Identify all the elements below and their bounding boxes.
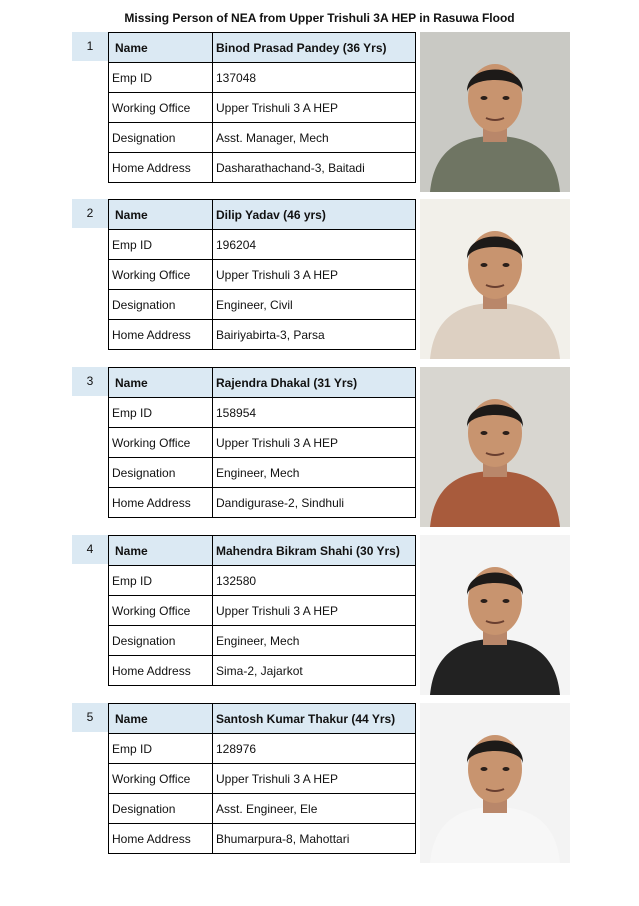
designation-label: Designation [109,458,213,488]
person-name: Rajendra Dhakal (31 Yrs) [213,368,416,398]
portrait-illustration [420,535,570,695]
entry-number: 3 [72,367,108,396]
name-label: Name [109,704,213,734]
emp-id-label: Emp ID [109,230,213,260]
address-value: Bairiyabirta-3, Parsa [213,320,416,350]
entry-number: 4 [72,535,108,564]
designation-label: Designation [109,794,213,824]
person-entry-4 [72,535,572,695]
right-eye [503,96,510,100]
address-label: Home Address [109,153,213,183]
page-title: Missing Person of NEA from Upper Trishuli 3A HEP in Rasuwa Flood [124,11,515,25]
name-label: Name [109,200,213,230]
office-value: Upper Trishuli 3 A HEP [213,93,416,123]
portrait-illustration [420,703,570,863]
left-eye [481,599,488,603]
person-photo [420,703,570,863]
office-value: Upper Trishuli 3 A HEP [213,260,416,290]
address-value: Bhumarpura-8, Mahottari [213,824,416,854]
right-eye [503,599,510,603]
office-value: Upper Trishuli 3 A HEP [213,764,416,794]
right-eye [503,263,510,267]
person-name: Binod Prasad Pandey (36 Yrs) [213,33,416,63]
person-info-table [108,367,416,518]
office-label: Working Office [109,428,213,458]
person-name: Mahendra Bikram Shahi (30 Yrs) [213,536,416,566]
right-eye [503,767,510,771]
address-value: Sima-2, Jajarkot [213,656,416,686]
person-name: Santosh Kumar Thakur (44 Yrs) [213,704,416,734]
office-value: Upper Trishuli 3 A HEP [213,596,416,626]
portrait-illustration [420,367,570,527]
left-eye [481,431,488,435]
entry-number: 2 [72,199,108,228]
address-label: Home Address [109,320,213,350]
person-photo [420,199,570,359]
person-info-table [108,703,416,854]
portrait-illustration [420,199,570,359]
designation-label: Designation [109,290,213,320]
person-info-table [108,32,416,183]
designation-value: Engineer, Mech [213,626,416,656]
left-eye [481,767,488,771]
office-label: Working Office [109,596,213,626]
emp-id-value: 128976 [213,734,416,764]
person-name: Dilip Yadav (46 yrs) [213,200,416,230]
office-label: Working Office [109,260,213,290]
address-label: Home Address [109,656,213,686]
designation-value: Engineer, Civil [213,290,416,320]
name-label: Name [109,368,213,398]
left-eye [481,263,488,267]
emp-id-label: Emp ID [109,566,213,596]
person-entry-2 [72,199,572,359]
name-label: Name [109,536,213,566]
emp-id-label: Emp ID [109,734,213,764]
designation-value: Asst. Engineer, Ele [213,794,416,824]
entry-number: 5 [72,703,108,732]
office-value: Upper Trishuli 3 A HEP [213,428,416,458]
emp-id-value: 158954 [213,398,416,428]
emp-id-label: Emp ID [109,398,213,428]
emp-id-value: 137048 [213,63,416,93]
person-info-table [108,199,416,350]
person-entry-3 [72,367,572,527]
designation-value: Engineer, Mech [213,458,416,488]
emp-id-value: 132580 [213,566,416,596]
office-label: Working Office [109,93,213,123]
person-photo [420,367,570,527]
address-value: Dasharathachand-3, Baitadi [213,153,416,183]
right-eye [503,431,510,435]
emp-id-value: 196204 [213,230,416,260]
designation-label: Designation [109,626,213,656]
address-label: Home Address [109,488,213,518]
person-entry-5 [72,703,572,863]
address-label: Home Address [109,824,213,854]
portrait-illustration [420,32,570,192]
entry-number: 1 [72,32,108,61]
office-label: Working Office [109,764,213,794]
address-value: Dandigurase-2, Sindhuli [213,488,416,518]
person-photo [420,32,570,192]
person-info-table [108,535,416,686]
person-entry-1 [72,32,572,192]
person-photo [420,535,570,695]
emp-id-label: Emp ID [109,63,213,93]
left-eye [481,96,488,100]
designation-label: Designation [109,123,213,153]
designation-value: Asst. Manager, Mech [213,123,416,153]
name-label: Name [109,33,213,63]
